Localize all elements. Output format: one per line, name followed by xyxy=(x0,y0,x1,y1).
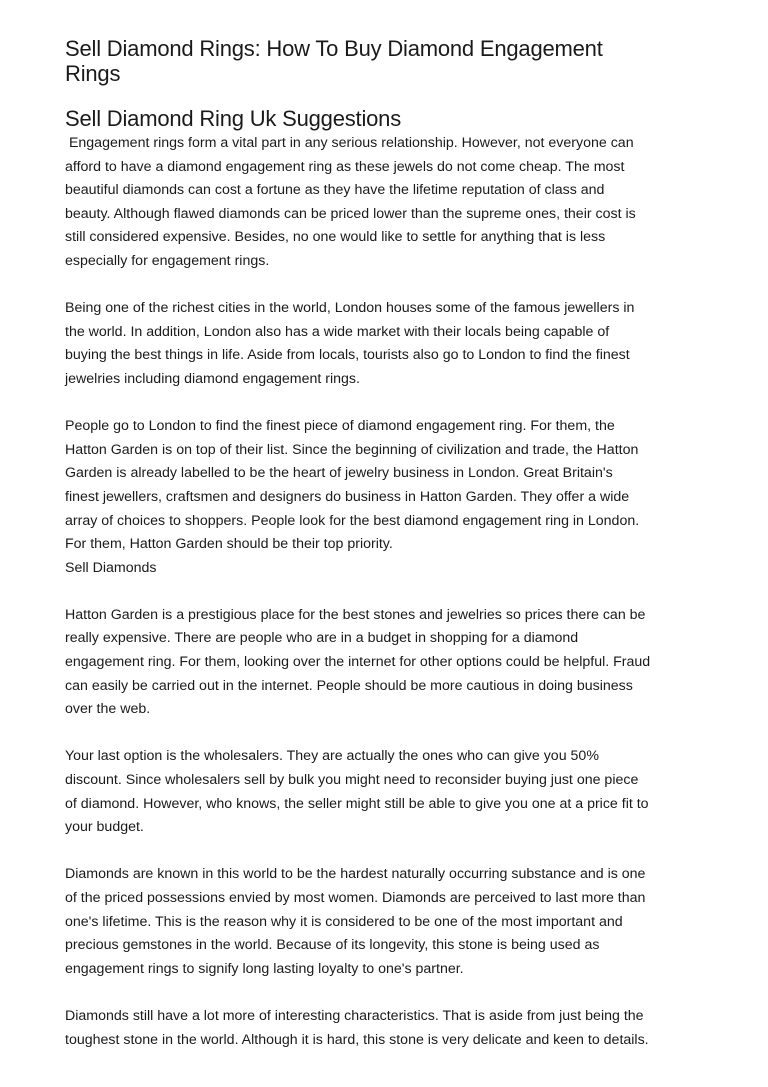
title-line: Sell Diamond Rings: How To Buy Diamond Engagement xyxy=(65,36,603,61)
text-line: engagement rings to signify long lasting loyalty to one's partner. xyxy=(65,960,464,977)
text-line: finest jewellers, craftsmen and designers do business in Hatton Garden. They offer a wide xyxy=(65,488,630,505)
text-line: array of choices to shoppers. People look for the best diamond engagement ring in London. xyxy=(65,512,640,529)
text-line: really expensive. There are people who are in a budget in shopping for a diamond xyxy=(65,630,579,647)
text-line: of diamond. However, who knows, the seller might still be able to give you one at a price fit to xyxy=(65,795,649,812)
text-line: beautiful diamonds can cost a fortune as they have the lifetime reputation of class and xyxy=(65,182,605,199)
text-line: one's lifetime. This is the reason why it is considered to be one of the most important and xyxy=(65,913,623,930)
text-line: Engagement rings form a vital part in any serious relationship. However, not everyone can xyxy=(65,135,634,151)
text-line: Garden is already labelled to be the heart of jewelry business in London. Great Britain's xyxy=(65,465,613,482)
text-line: discount. Since wholesalers sell by bulk you might need to reconsider buying just one piece xyxy=(65,772,639,789)
text-line: especially for engagement rings. xyxy=(65,252,270,269)
text-line: Being one of the richest cities in the world, London houses some of the famous jewellers in xyxy=(65,300,635,317)
text-line: Diamonds still have a lot more of interesting characteristics. That is aside from just being the xyxy=(65,1007,644,1024)
paragraph xyxy=(65,132,715,274)
text-line: afford to have a diamond engagement ring as these jewels do not come cheap. The most xyxy=(65,158,625,175)
text-line: People go to London to find the finest piece of diamond engagement ring. For them, the xyxy=(65,418,615,435)
text-line: buying the best things in life. Aside from locals, tourists also go to London to find the finest xyxy=(65,347,630,364)
paragraph xyxy=(65,1005,715,1052)
paragraph xyxy=(65,745,715,839)
text-line: the world. In addition, London also has a wide market with their locals being capable of xyxy=(65,323,610,340)
text-line: can easily be carried out in the internet. People should be more cautious in doing business xyxy=(65,677,633,694)
document-body xyxy=(65,132,715,1052)
document-title xyxy=(65,36,715,86)
text-line: Hatton Garden is on top of their list. Since the beginning of civilization and trade, the Hatton xyxy=(65,441,639,458)
text-line: For them, Hatton Garden should be their top priority. xyxy=(65,536,393,553)
text-line: your budget. xyxy=(65,819,144,836)
document-page xyxy=(65,36,715,1076)
paragraph xyxy=(65,604,715,722)
paragraph xyxy=(65,297,715,391)
text-line: Your last option is the wholesalers. They are actually the ones who can give you 50% xyxy=(65,748,599,765)
title-line: Rings xyxy=(65,61,121,86)
text-line: Hatton Garden is a prestigious place for the best stones and jewelries so prices there can be xyxy=(65,606,646,623)
text-line: jewelries including diamond engagement rings. xyxy=(65,370,360,387)
text-line: still considered expensive. Besides, no one would like to settle for anything that is less xyxy=(65,229,606,246)
paragraph xyxy=(65,415,715,580)
text-line: engagement ring. For them, looking over the internet for other options could be helpful. Fraud xyxy=(65,654,651,671)
paragraph xyxy=(65,863,715,981)
document-subtitle: Sell Diamond Ring Uk Suggestions xyxy=(65,106,401,131)
sell-diamonds-label: Sell Diamonds xyxy=(65,559,157,576)
text-line: of the priced possessions envied by most women. Diamonds are perceived to last more than xyxy=(65,890,646,906)
text-line: over the web. xyxy=(65,701,151,718)
text-line: precious gemstones in the world. Because of its longevity, this stone is being used as xyxy=(65,937,600,954)
text-line: Diamonds are known in this world to be the hardest naturally occurring substance and is one xyxy=(65,866,646,883)
text-line: toughest stone in the world. Although it is hard, this stone is very delicate and keen to details. xyxy=(65,1031,649,1048)
text-line: beauty. Although flawed diamonds can be priced lower than the supreme ones, their cost is xyxy=(65,205,636,222)
